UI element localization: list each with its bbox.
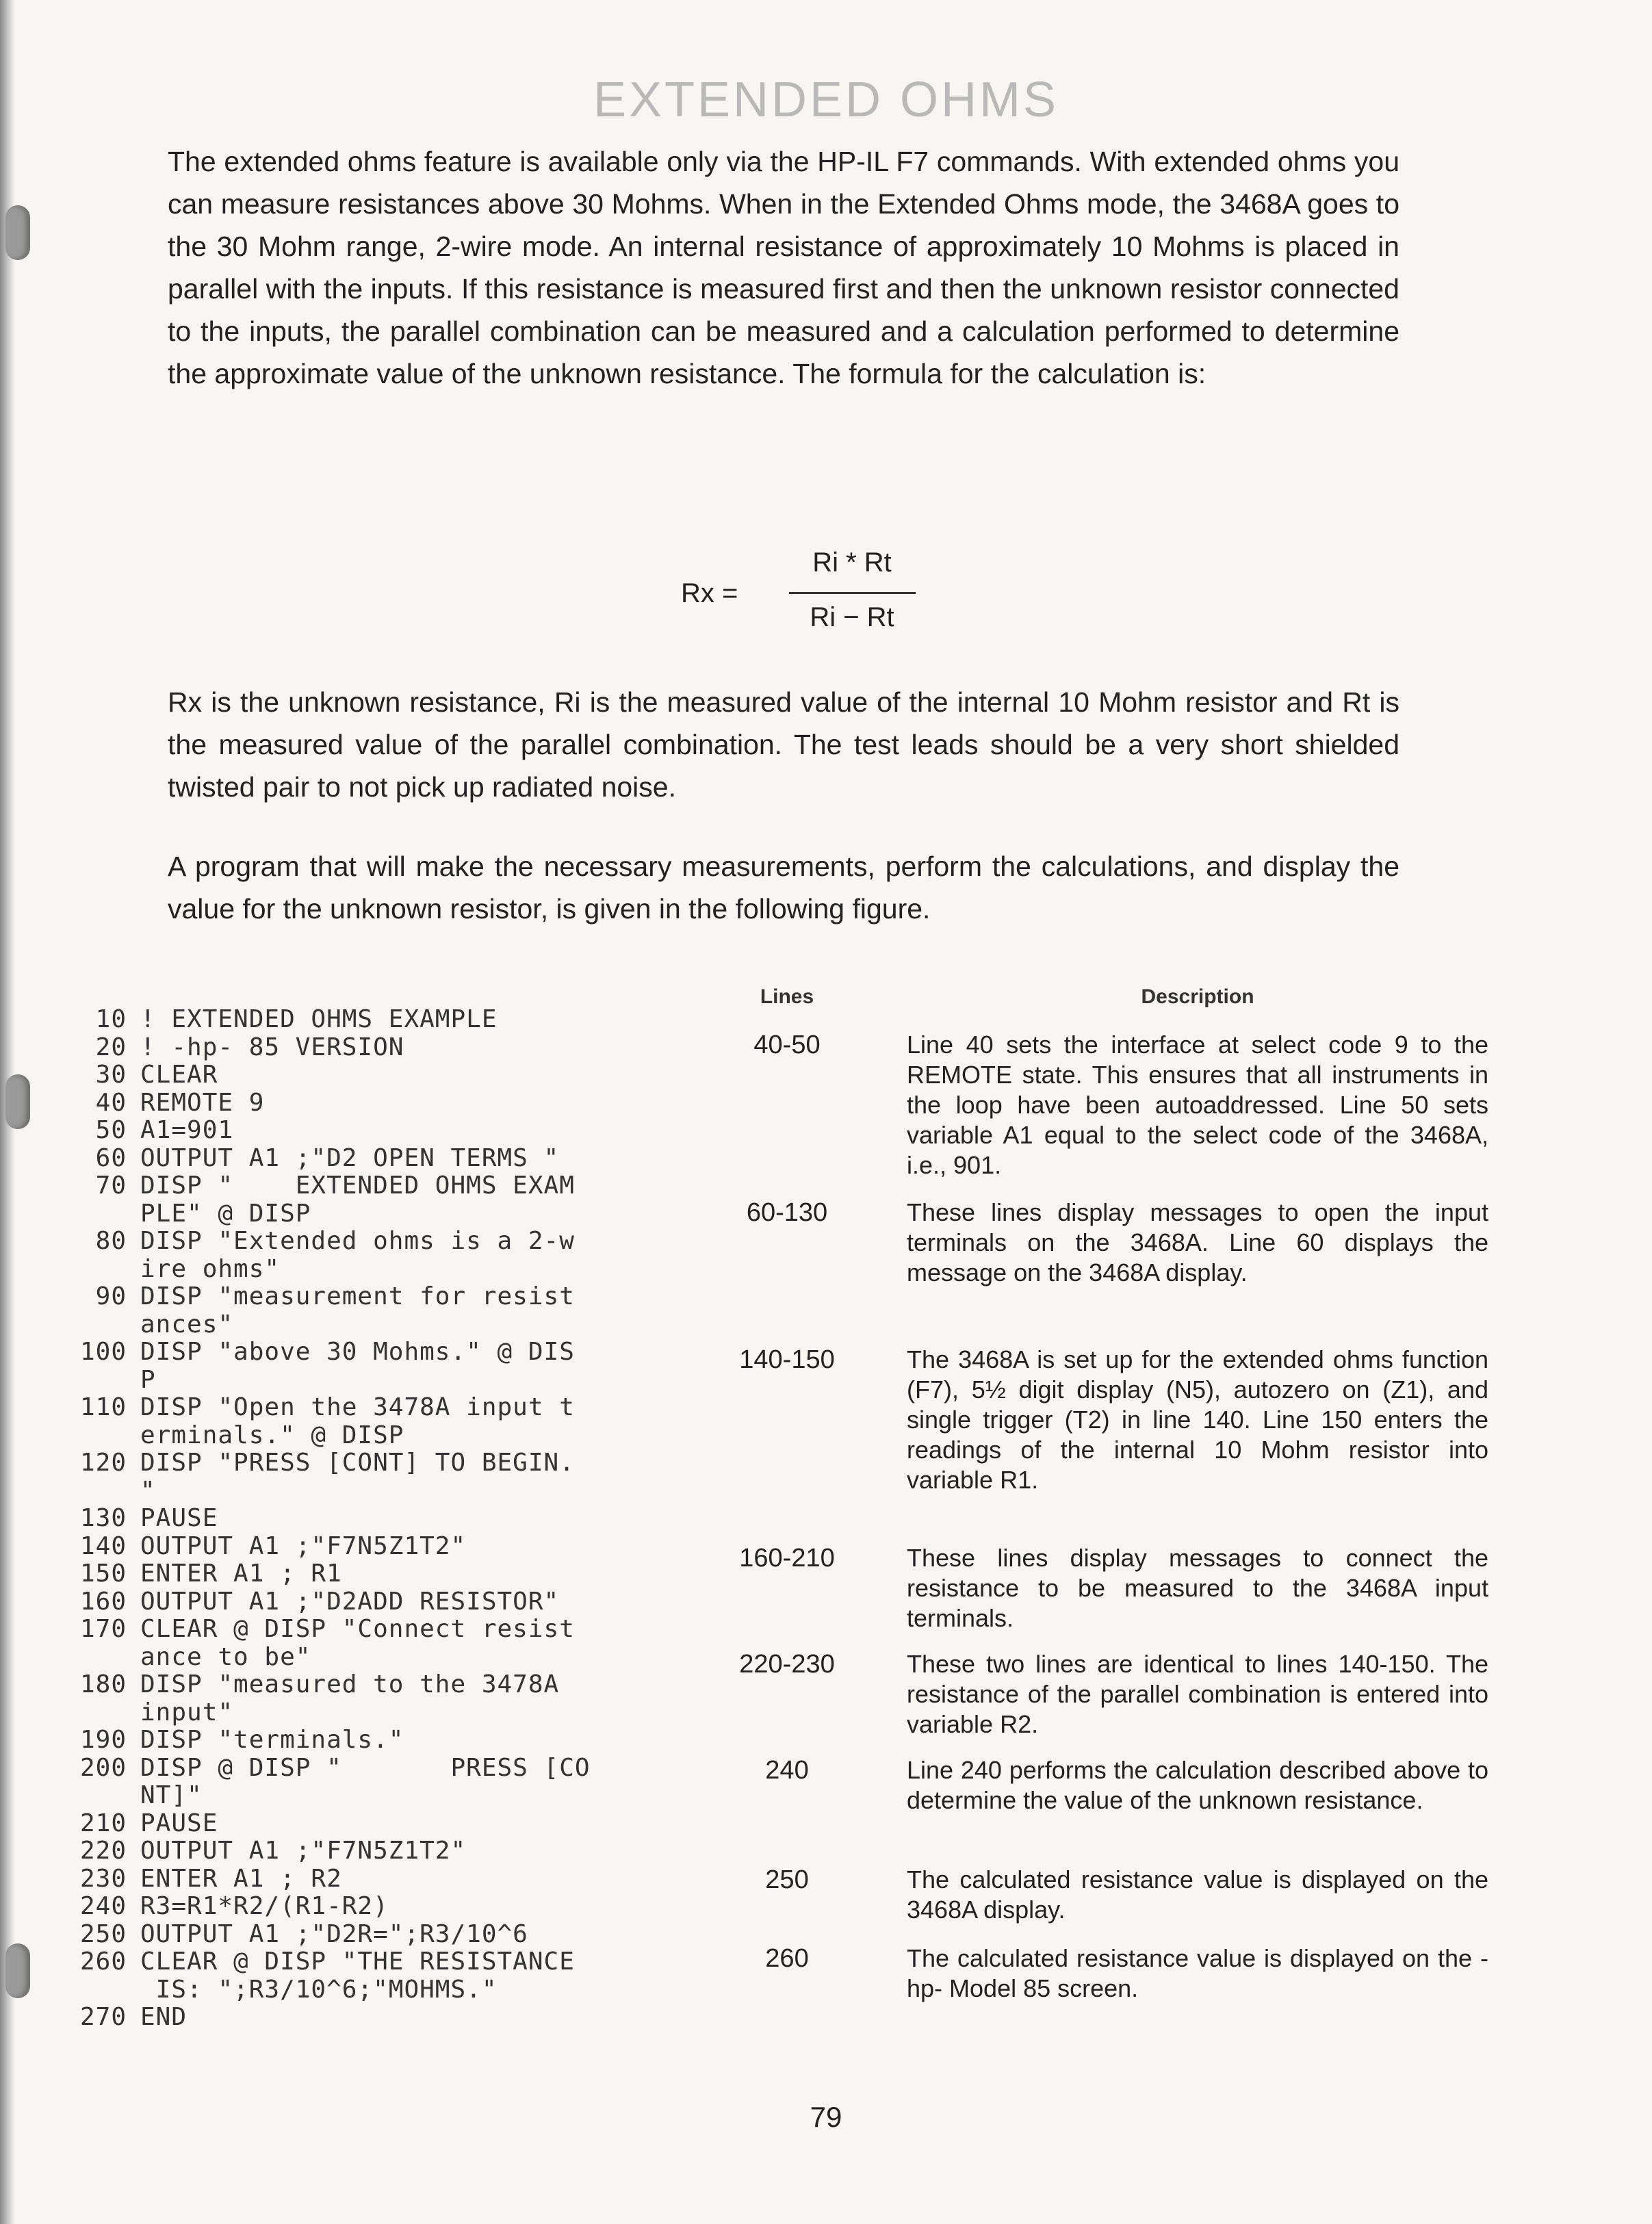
table-row-lines: 220-230 [739, 1650, 835, 1679]
table-row-description: The 3468A is set up for the extended ohms function (F7), 5½ digit display (N5), autozero on (Z1), and single trigger (T2) in line 140. Line 150 enters the readings of the internal 10 Mohm resistor into variable R1. [907, 1345, 1488, 1494]
code-line-number: 250 [79, 1919, 127, 1948]
code-line [48, 1727, 705, 1755]
code-line-text: erminals." @ DISP [140, 1421, 404, 1449]
code-line-number: 240 [79, 1892, 127, 1920]
code-line-number: 140 [79, 1531, 127, 1560]
code-line-number: 120 [79, 1449, 127, 1477]
binder-hole [5, 1943, 30, 1998]
code-line [48, 1283, 705, 1311]
table-row-lines: 240 [765, 1756, 809, 1785]
code-line-text: ENTER A1 ; R2 [140, 1864, 342, 1893]
code-line-text: " [140, 1476, 156, 1505]
code-line [48, 1588, 705, 1616]
code-line-number: 220 [79, 1837, 127, 1865]
code-line-text: CLEAR @ DISP "THE RESISTANCE [140, 1948, 575, 1976]
code-line-text: DISP "terminals." [140, 1726, 404, 1754]
code-line [48, 1449, 705, 1477]
code-line-text: PAUSE [140, 1809, 218, 1837]
table-row-description: The calculated resistance value is displayed on the 3468A display. [907, 1865, 1488, 1924]
table-row-description: These lines display messages to open the input terminals on the 3468A. Line 60 displays the message on the 3468A display. [907, 1198, 1488, 1286]
code-line-number: 90 [95, 1282, 127, 1310]
code-line-number: 80 [95, 1227, 127, 1255]
formula-numerator: Ri * Rt [812, 547, 892, 578]
code-line-text: END [140, 2003, 188, 2031]
intro-paragraph: The extended ohms feature is available only via the HP-IL F7 commands. With extended ohms you can measure resistances above 30 Mohms. When in the Extended Ohms mode, the 3468A goes to the 30 Mohm range, 2-wire mode. An internal resistance of approximately 10 Mohms is placed in parallel with the inputs. If this resistance is measured first and then the unknown resistor connected to the inputs, the parallel combination can be measured and a calculation performed to determine the approximate value of the unknown resistance. The formula for the calculation is: [168, 146, 1399, 389]
code-line-number: 200 [79, 1753, 127, 1782]
table-row-description: Line 240 performs the calculation described above to determine the value of the unknown resistance. [907, 1756, 1488, 1814]
code-line-text: CLEAR @ DISP "Connect resist [140, 1615, 575, 1643]
program-listing [48, 1006, 705, 2032]
code-line-number: 130 [79, 1504, 127, 1532]
code-line-number [48, 1200, 140, 1228]
code-line-text: DISP "measured to the 3478A [140, 1670, 560, 1698]
code-line [48, 1172, 705, 1200]
code-line [48, 1893, 705, 1921]
code-line [48, 1755, 705, 1783]
table-row-lines: 60-130 [746, 1198, 828, 1227]
code-line-number: 110 [79, 1393, 127, 1421]
code-line [48, 1256, 705, 1284]
code-line-text: input" [140, 1698, 234, 1727]
code-line [48, 1671, 705, 1699]
code-line-number [48, 1256, 140, 1284]
table-row-lines: 160-210 [739, 1544, 835, 1573]
code-line [48, 1422, 705, 1450]
code-line-text: DISP "PRESS [CONT] TO BEGIN. [140, 1449, 575, 1477]
code-line-text: IS: ";R3/10^6;"MOHMS." [140, 1975, 498, 2004]
program-intro-paragraph: A program that will make the necessary measurements, perform the calculations, and display the value for the unknown resistor, is given in the following figure. [168, 851, 1399, 924]
code-line-number [48, 1367, 140, 1395]
table-row-lines: 260 [765, 1944, 809, 1973]
code-line [48, 1810, 705, 1838]
code-line-number [48, 1644, 140, 1672]
code-line [48, 1616, 705, 1644]
description-column-header: Description [1141, 985, 1254, 1008]
code-line [48, 1061, 705, 1089]
code-line-text: OUTPUT A1 ;"D2 OPEN TERMS " [140, 1143, 560, 1172]
code-line-number: 10 [95, 1005, 127, 1033]
resistance-formula [681, 547, 927, 650]
code-line-number [48, 1477, 140, 1505]
code-line-number: 270 [79, 2003, 127, 2031]
code-line-text: ! -hp- 85 VERSION [140, 1033, 404, 1061]
code-line-text: ances" [140, 1310, 234, 1339]
code-line [48, 1976, 705, 2004]
code-line-text: OUTPUT A1 ;"F7N5Z1T2" [140, 1837, 467, 1865]
table-row-description: Line 40 sets the interface at select code 9 to the REMOTE state. This ensures that all instruments in the loop have been autoaddressed. Line 50 sets variable A1 equal to the select code of the 3468A, i.e., 901. [907, 1031, 1488, 1179]
code-line-text: OUTPUT A1 ;"D2ADD RESISTOR" [140, 1587, 560, 1616]
code-line-text: OUTPUT A1 ;"D2R=";R3/10^6 [140, 1919, 528, 1948]
code-line [48, 1117, 705, 1145]
table-row-description: The calculated resistance value is displayed on the -hp- Model 85 screen. [907, 1944, 1488, 2002]
code-line [48, 1782, 705, 1810]
code-line-text: A1=901 [140, 1116, 234, 1144]
code-line [48, 1699, 705, 1727]
code-line [48, 1034, 705, 1062]
code-line-number [48, 1311, 140, 1339]
binder-hole [5, 205, 30, 260]
page-title: EXTENDED OHMS [593, 73, 1059, 127]
code-line-text: P [140, 1365, 156, 1394]
code-line-number: 100 [79, 1338, 127, 1366]
code-line [48, 1089, 705, 1117]
fraction-bar [789, 592, 916, 594]
formula-lhs: Rx = [681, 578, 738, 608]
code-line [48, 1006, 705, 1034]
code-line-number: 160 [79, 1587, 127, 1616]
explanation-paragraph: Rx is the unknown resistance, Ri is the measured value of the internal 10 Mohm resistor and Rt is the measured value of the parallel combination. The test leads should be a very short shielded twisted pair to not pick up radiated noise. [168, 686, 1399, 803]
code-line [48, 1533, 705, 1561]
binder-hole [5, 1074, 30, 1129]
code-line [48, 1865, 705, 1893]
code-line [48, 1145, 705, 1173]
code-line-text: ance to be" [140, 1642, 311, 1671]
code-line-number: 30 [95, 1061, 127, 1089]
code-line-text: OUTPUT A1 ;"F7N5Z1T2" [140, 1531, 467, 1560]
code-line-number: 60 [95, 1143, 127, 1172]
code-line-text: DISP @ DISP " PRESS [CO [140, 1753, 591, 1782]
code-line-text: PLE" @ DISP [140, 1199, 311, 1228]
code-line [48, 1477, 705, 1505]
code-line-text: DISP "Open the 3478A input t [140, 1393, 575, 1421]
code-line-number: 230 [79, 1864, 127, 1893]
code-line-number: 260 [79, 1948, 127, 1976]
table-row-lines: 250 [765, 1865, 809, 1894]
table-row-lines: 40-50 [753, 1031, 821, 1059]
code-line-text: DISP "above 30 Mohms." @ DIS [140, 1338, 575, 1366]
code-line [48, 2004, 705, 2032]
code-line [48, 1200, 705, 1228]
code-line-number: 40 [95, 1088, 127, 1117]
code-line-text: R3=R1*R2/(R1-R2) [140, 1892, 389, 1920]
lines-column-header: Lines [760, 985, 814, 1008]
code-line-number [48, 1699, 140, 1727]
code-line-number: 70 [95, 1172, 127, 1200]
code-line [48, 1311, 705, 1339]
code-line-number: 150 [79, 1560, 127, 1588]
code-line [48, 1394, 705, 1422]
code-line [48, 1560, 705, 1588]
code-line-number [48, 1976, 140, 2004]
code-line-text: ENTER A1 ; R1 [140, 1560, 342, 1588]
code-line [48, 1339, 705, 1367]
table-row-description: These two lines are identical to lines 140-150. The resistance of the parallel combination is entered into variable R2. [907, 1650, 1488, 1738]
code-line [48, 1837, 705, 1865]
code-line [48, 1228, 705, 1256]
code-line-number: 190 [79, 1726, 127, 1754]
table-row-description: These lines display messages to connect the resistance to be measured to the 3468A input terminals. [907, 1544, 1488, 1632]
code-line-text: CLEAR [140, 1061, 218, 1089]
code-line-number: 180 [79, 1670, 127, 1698]
code-line-text: ! EXTENDED OHMS EXAMPLE [140, 1005, 498, 1033]
code-line-number: 170 [79, 1615, 127, 1643]
code-line [48, 1644, 705, 1672]
code-line-number [48, 1422, 140, 1450]
code-line-text: REMOTE 9 [140, 1088, 265, 1117]
page-number: 79 [810, 2101, 842, 2133]
code-line-number: 210 [79, 1809, 127, 1837]
code-line-number [48, 1782, 140, 1810]
code-line [48, 1948, 705, 1976]
table-row-lines: 140-150 [739, 1345, 835, 1374]
code-line [48, 1921, 705, 1949]
code-line-text: NT]" [140, 1781, 203, 1809]
code-line-text: DISP "Extended ohms is a 2-w [140, 1227, 575, 1255]
code-line-number: 20 [95, 1033, 127, 1061]
code-line-number: 50 [95, 1116, 127, 1144]
formula-denominator: Ri − Rt [810, 602, 894, 632]
code-line-text: DISP " EXTENDED OHMS EXAM [140, 1172, 575, 1200]
code-line [48, 1505, 705, 1533]
code-line-text: DISP "measurement for resist [140, 1282, 575, 1310]
code-line-text: ire ohms" [140, 1254, 281, 1283]
code-line [48, 1367, 705, 1395]
code-line-text: PAUSE [140, 1504, 218, 1532]
